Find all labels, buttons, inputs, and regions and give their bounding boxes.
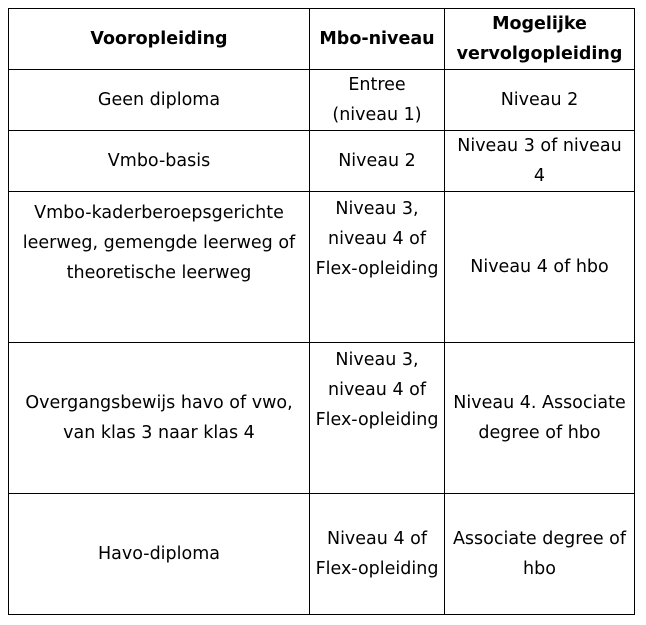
cell-mbo-niveau: Niveau 3, niveau 4 of Flex-opleiding: [310, 343, 445, 494]
header-vooropleiding: Vooropleiding: [9, 9, 310, 70]
cell-vooropleiding: Vmbo-kaderberoepsgerichte leerweg, gemengde leerweg of theoretische leerweg: [9, 192, 310, 343]
cell-mbo-niveau: Niveau 4 of Flex-opleiding: [310, 494, 445, 615]
cell-vervolgopleiding: Niveau 3 of niveau 4: [445, 131, 635, 192]
education-pathway-table: [8, 8, 635, 615]
cell-mbo-niveau: Entree (niveau 1): [310, 70, 445, 131]
cell-vervolgopleiding: Niveau 4. Associate degree of hbo: [445, 343, 635, 494]
table-row: [9, 494, 635, 615]
table-row: [9, 131, 635, 192]
table-row: [9, 343, 635, 494]
header-vervolgopleiding: Mogelijke vervolgopleiding: [445, 9, 635, 70]
cell-mbo-niveau: Niveau 3, niveau 4 of Flex-opleiding: [310, 192, 445, 343]
education-table-container: [8, 8, 635, 615]
table-row: [9, 192, 635, 343]
cell-vervolgopleiding: Associate degree of hbo: [445, 494, 635, 615]
cell-vooropleiding: Overgangsbewijs havo of vwo, van klas 3 naar klas 4: [9, 343, 310, 494]
cell-vooropleiding: Vmbo-basis: [9, 131, 310, 192]
cell-vooropleiding: Geen diploma: [9, 70, 310, 131]
cell-mbo-niveau: Niveau 2: [310, 131, 445, 192]
cell-vooropleiding: Havo-diploma: [9, 494, 310, 615]
cell-vervolgopleiding: Niveau 4 of hbo: [445, 192, 635, 343]
table-row: [9, 70, 635, 131]
header-row: [9, 9, 635, 70]
cell-vervolgopleiding: Niveau 2: [445, 70, 635, 131]
header-mbo-niveau: Mbo-niveau: [310, 9, 445, 70]
